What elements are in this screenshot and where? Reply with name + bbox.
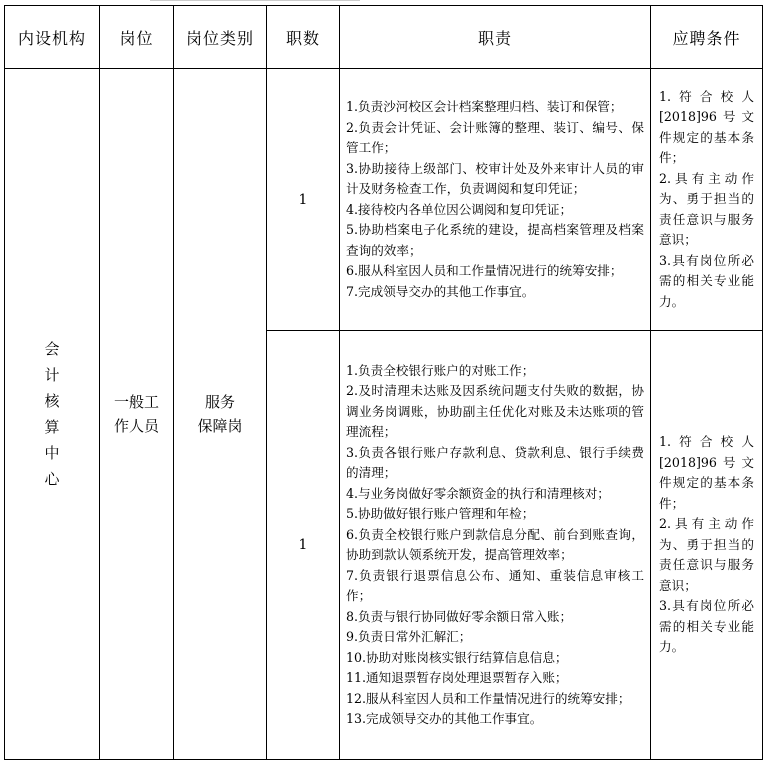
duty-item: 7.完成领导交办的其他工作事宜。	[346, 283, 535, 299]
duty-item: 2.及时清理未达账及因系统问题支付失败的数据，协调业务岗调账，协助副主任优化对账及未达账项的管理流程；	[346, 383, 644, 439]
header-category: 岗位类别	[174, 6, 267, 69]
duty-item: 3.协助接待上级部门、校审计处及外来审计人员的审计及财务检查工作，负责调阅和复印凭证；	[346, 160, 644, 196]
duty-item: 5.协助档案电子化系统的建设，提高档案管理及档案查询的效率；	[346, 222, 644, 258]
category-cell	[174, 69, 267, 760]
header-duties: 职责	[340, 6, 651, 69]
department-name: 会 计 核 算 中 心	[44, 340, 60, 488]
requirement-item: 2.具有主动作为、勇于担当的责任意识与服务意识；	[659, 516, 754, 593]
duty-item: 11.通知退票暂存岗处理退票暂存入账；	[346, 670, 568, 685]
duty-item: 2.负责会计凭证、会计账簿的整理、装订、编号、保管工作；	[346, 119, 644, 155]
duty-item: 10.协助对账岗核实银行结算信息信息；	[346, 649, 568, 665]
requirement-item: 2.具有主动作为、勇于担当的责任意识与服务意识；	[659, 170, 754, 248]
duty-item: 5.协助做好银行账户管理和年检；	[346, 506, 535, 521]
requirement-item: 3.具有岗位所必需的相关专业能力。	[659, 252, 754, 309]
header-requirements: 应聘条件	[651, 6, 763, 69]
duty-item: 4.接待校内各单位因公调阅和复印凭证；	[346, 201, 573, 217]
duty-item: 7.负责银行退票信息公布、通知、重装信息审核工作；	[346, 567, 644, 603]
duty-item: 6.负责全校银行账户到款信息分配、前台到账查询，协助到款认领系统开发，提高管理效率；	[346, 526, 644, 562]
table-row	[5, 69, 763, 331]
requirement-item: 1.符合校人[2018]96号文件规定的基本条件；	[659, 434, 754, 511]
requirements-cell	[651, 69, 763, 331]
requirement-item: 1.符合校人[2018]96号文件规定的基本条件；	[659, 88, 754, 166]
duty-item: 4.与业务岗做好零余额资金的执行和清理核对；	[346, 485, 610, 501]
requirements-cell	[651, 331, 763, 760]
category-name: 服务 保障岗	[197, 393, 243, 435]
department-cell	[5, 69, 100, 760]
duty-item: 6.服从科室因人员和工作量情况进行的统筹安排；	[346, 263, 623, 278]
duty-item: 12.服从科室因人员和工作量情况进行的统筹安排；	[346, 690, 631, 706]
count-cell: 1	[267, 331, 340, 760]
duty-item: 13.完成领导交办的其他工作事宜。	[346, 711, 543, 726]
duty-item: 8.负责与银行协同做好零余额日常入账；	[346, 608, 573, 624]
header-row	[5, 6, 763, 69]
position-name: 一般工 作人员	[113, 393, 159, 435]
duty-item: 3.负责各银行账户存款利息、贷款利息、银行手续费的清理；	[346, 444, 644, 480]
header-count: 职数	[267, 6, 340, 69]
duty-item: 9.负责日常外汇解汇；	[346, 629, 472, 644]
header-position: 岗位	[100, 6, 174, 69]
duties-cell	[340, 331, 651, 760]
recruitment-table	[4, 5, 763, 760]
header-department: 内设机构	[5, 6, 100, 69]
count-cell: 1	[267, 69, 340, 331]
duties-cell	[340, 69, 651, 331]
requirement-item: 3.具有岗位所必需的相关专业能力。	[659, 598, 754, 655]
position-cell	[100, 69, 174, 760]
duty-item: 1.负责沙河校区会计档案整理归档、装订和保管；	[346, 99, 623, 114]
duty-item: 1.负责全校银行账户的对账工作；	[346, 362, 535, 378]
